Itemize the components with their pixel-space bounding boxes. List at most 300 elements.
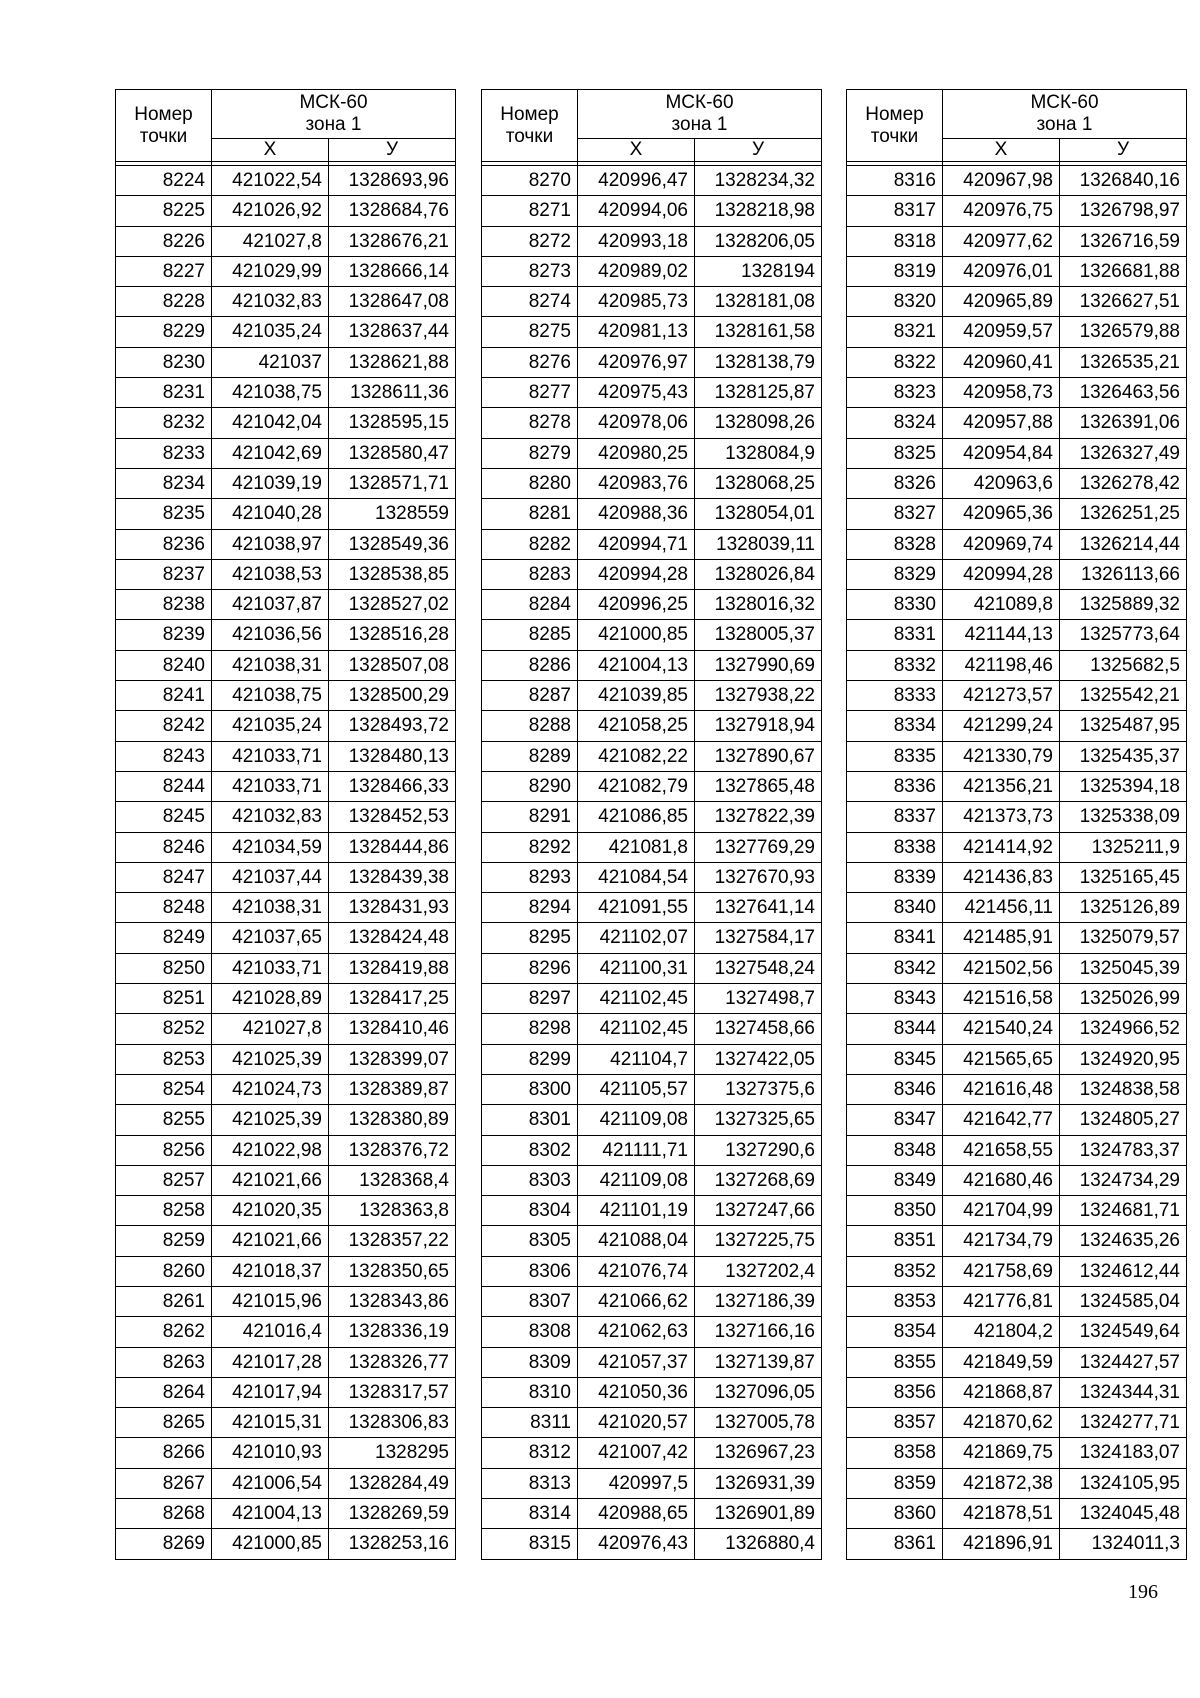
header-row	[482, 90, 822, 139]
point-number-cell: 8271	[482, 196, 578, 226]
page-number: 196	[1128, 1581, 1158, 1603]
point-number-cell: 8319	[847, 256, 943, 286]
table-row	[116, 832, 456, 862]
point-number-cell: 8344	[847, 1014, 943, 1044]
table-row	[847, 1408, 1187, 1438]
point-number-cell: 8355	[847, 1347, 943, 1377]
table-row	[482, 499, 822, 529]
table-row	[482, 771, 822, 801]
x-cell: 420959,57	[943, 317, 1060, 347]
y-cell: 1327186,39	[695, 1286, 822, 1316]
point-number-cell: 8275	[482, 317, 578, 347]
y-cell: 1328389,87	[329, 1074, 456, 1104]
x-cell: 421658,55	[943, 1135, 1060, 1165]
x-cell: 421015,31	[212, 1408, 329, 1438]
coordinate-table-1	[115, 89, 456, 1560]
x-cell: 421024,73	[212, 1074, 329, 1104]
table-row	[116, 1347, 456, 1377]
x-cell: 421356,21	[943, 771, 1060, 801]
point-number-cell: 8356	[847, 1377, 943, 1407]
table-row	[482, 196, 822, 226]
point-number-cell: 8258	[116, 1196, 212, 1226]
table-row	[482, 711, 822, 741]
y-cell: 1324045,48	[1060, 1499, 1187, 1529]
point-number-cell: 8278	[482, 408, 578, 438]
x-cell: 421015,96	[212, 1286, 329, 1316]
y-cell: 1327202,4	[695, 1256, 822, 1286]
point-number-cell: 8284	[482, 590, 578, 620]
point-number-cell: 8325	[847, 438, 943, 468]
point-number-cell: 8238	[116, 590, 212, 620]
point-number-cell: 8263	[116, 1347, 212, 1377]
table-row	[116, 862, 456, 892]
table-row	[847, 893, 1187, 923]
point-number-cell: 8247	[116, 862, 212, 892]
x-cell: 421565,65	[943, 1044, 1060, 1074]
x-cell: 421039,85	[578, 681, 695, 711]
x-cell: 421101,19	[578, 1196, 695, 1226]
point-number-cell: 8282	[482, 529, 578, 559]
x-cell: 421872,38	[943, 1468, 1060, 1498]
table-row	[482, 468, 822, 498]
table-row	[847, 741, 1187, 771]
y-cell: 1325682,5	[1060, 650, 1187, 680]
table-row	[482, 1196, 822, 1226]
y-cell: 1324612,44	[1060, 1256, 1187, 1286]
x-cell: 420994,28	[578, 559, 695, 589]
point-number-cell: 8317	[847, 196, 943, 226]
y-cell: 1328098,26	[695, 408, 822, 438]
x-cell: 421100,31	[578, 953, 695, 983]
point-number-cell: 8260	[116, 1256, 212, 1286]
x-cell: 420975,43	[578, 378, 695, 408]
table-row	[482, 1408, 822, 1438]
point-number-header: Номер точки	[482, 90, 578, 162]
x-cell: 420967,98	[943, 166, 1060, 196]
x-cell: 421017,94	[212, 1377, 329, 1407]
table-row	[847, 196, 1187, 226]
x-cell: 421273,57	[943, 681, 1060, 711]
x-cell: 421878,51	[943, 1499, 1060, 1529]
table-row	[482, 1105, 822, 1135]
x-cell: 421109,08	[578, 1105, 695, 1135]
point-number-cell: 8283	[482, 559, 578, 589]
x-cell: 421034,59	[212, 832, 329, 862]
table-row	[116, 1468, 456, 1498]
point-number-cell: 8334	[847, 711, 943, 741]
point-number-cell: 8304	[482, 1196, 578, 1226]
x-cell: 421485,91	[943, 923, 1060, 953]
x-cell: 421082,79	[578, 771, 695, 801]
table-row	[116, 1529, 456, 1559]
point-number-cell: 8298	[482, 1014, 578, 1044]
table-row	[847, 620, 1187, 650]
table-row	[847, 287, 1187, 317]
y-cell: 1328005,37	[695, 620, 822, 650]
x-cell: 420976,75	[943, 196, 1060, 226]
y-cell: 1328595,15	[329, 408, 456, 438]
point-number-cell: 8240	[116, 650, 212, 680]
point-number-cell: 8324	[847, 408, 943, 438]
x-cell: 421036,56	[212, 620, 329, 650]
y-cell: 1328376,72	[329, 1135, 456, 1165]
x-cell: 421102,07	[578, 923, 695, 953]
table-row	[847, 832, 1187, 862]
y-cell: 1328580,47	[329, 438, 456, 468]
y-cell: 1328234,32	[695, 166, 822, 196]
y-cell: 1327769,29	[695, 832, 822, 862]
y-cell: 1328206,05	[695, 226, 822, 256]
point-number-cell: 8295	[482, 923, 578, 953]
y-cell: 1327865,48	[695, 771, 822, 801]
y-cell: 1326681,88	[1060, 256, 1187, 286]
point-number-cell: 8234	[116, 468, 212, 498]
y-cell: 1324920,95	[1060, 1044, 1187, 1074]
point-number-cell: 8264	[116, 1377, 212, 1407]
x-cell: 421062,63	[578, 1317, 695, 1347]
x-cell: 421616,48	[943, 1074, 1060, 1104]
x-cell: 420958,73	[943, 378, 1060, 408]
point-number-cell: 8296	[482, 953, 578, 983]
table-row	[847, 862, 1187, 892]
header-row	[116, 90, 456, 139]
y-cell: 1324805,27	[1060, 1105, 1187, 1135]
x-cell: 421004,13	[212, 1499, 329, 1529]
y-cell: 1328676,21	[329, 226, 456, 256]
point-number-cell: 8306	[482, 1256, 578, 1286]
table-row	[116, 1317, 456, 1347]
point-number-cell: 8316	[847, 166, 943, 196]
point-number-cell: 8359	[847, 1468, 943, 1498]
y-cell: 1327005,78	[695, 1408, 822, 1438]
y-cell: 1328417,25	[329, 984, 456, 1014]
x-cell: 421849,59	[943, 1347, 1060, 1377]
point-number-cell: 8342	[847, 953, 943, 983]
x-cell: 421086,85	[578, 802, 695, 832]
y-cell: 1327822,39	[695, 802, 822, 832]
x-cell: 420994,71	[578, 529, 695, 559]
y-cell: 1328068,25	[695, 468, 822, 498]
y-cell: 1326391,06	[1060, 408, 1187, 438]
y-cell: 1328269,59	[329, 1499, 456, 1529]
y-cell: 1327890,67	[695, 741, 822, 771]
y-cell: 1325126,89	[1060, 893, 1187, 923]
table-row	[116, 771, 456, 801]
x-cell: 421330,79	[943, 741, 1060, 771]
header-row	[847, 90, 1187, 139]
y-cell: 1324783,37	[1060, 1135, 1187, 1165]
y-cell: 1328444,86	[329, 832, 456, 862]
point-number-cell: 8231	[116, 378, 212, 408]
y-cell: 1324681,71	[1060, 1196, 1187, 1226]
table-row	[847, 1165, 1187, 1195]
x-cell: 421109,08	[578, 1165, 695, 1195]
y-cell: 1326113,66	[1060, 559, 1187, 589]
table-row	[116, 347, 456, 377]
table-row	[116, 468, 456, 498]
y-cell: 1325338,09	[1060, 802, 1187, 832]
point-number-cell: 8281	[482, 499, 578, 529]
x-cell: 421540,24	[943, 1014, 1060, 1044]
y-cell: 1327325,65	[695, 1105, 822, 1135]
table-row	[847, 953, 1187, 983]
x-cell: 421040,28	[212, 499, 329, 529]
x-cell: 421414,92	[943, 832, 1060, 862]
point-number-cell: 8337	[847, 802, 943, 832]
y-cell: 1324966,52	[1060, 1014, 1187, 1044]
table-row	[116, 1226, 456, 1256]
y-cell: 1328466,33	[329, 771, 456, 801]
x-cell: 421734,79	[943, 1226, 1060, 1256]
table-row	[116, 620, 456, 650]
y-cell: 1328306,83	[329, 1408, 456, 1438]
point-number-cell: 8286	[482, 650, 578, 680]
y-cell: 1328026,84	[695, 559, 822, 589]
x-cell: 421050,36	[578, 1377, 695, 1407]
point-number-cell: 8235	[116, 499, 212, 529]
point-number-cell: 8314	[482, 1499, 578, 1529]
point-number-cell: 8285	[482, 620, 578, 650]
table-row	[482, 1468, 822, 1498]
y-cell: 1325889,32	[1060, 590, 1187, 620]
point-number-cell: 8305	[482, 1226, 578, 1256]
x-cell: 421704,99	[943, 1196, 1060, 1226]
point-number-cell: 8272	[482, 226, 578, 256]
table-row	[847, 1256, 1187, 1286]
x-cell: 421007,42	[578, 1438, 695, 1468]
table-row	[116, 984, 456, 1014]
point-number-cell: 8259	[116, 1226, 212, 1256]
point-number-cell: 8291	[482, 802, 578, 832]
x-cell: 421020,35	[212, 1196, 329, 1226]
x-cell: 421029,99	[212, 256, 329, 286]
point-number-cell: 8313	[482, 1468, 578, 1498]
table-row	[116, 256, 456, 286]
x-cell: 421105,57	[578, 1074, 695, 1104]
x-cell: 421091,55	[578, 893, 695, 923]
x-cell: 421016,4	[212, 1317, 329, 1347]
y-cell: 1327139,87	[695, 1347, 822, 1377]
y-cell: 1328161,58	[695, 317, 822, 347]
y-cell: 1328253,16	[329, 1529, 456, 1559]
point-number-cell: 8328	[847, 529, 943, 559]
x-cell: 420988,36	[578, 499, 695, 529]
point-number-cell: 8280	[482, 468, 578, 498]
x-cell: 421038,75	[212, 681, 329, 711]
y-cell: 1326931,39	[695, 1468, 822, 1498]
table-row	[482, 1347, 822, 1377]
y-header: У	[329, 139, 456, 162]
point-number-cell: 8310	[482, 1377, 578, 1407]
x-cell: 421436,83	[943, 862, 1060, 892]
y-cell: 1327166,16	[695, 1317, 822, 1347]
table-row	[847, 1044, 1187, 1074]
table-row	[482, 1529, 822, 1559]
x-cell: 421066,62	[578, 1286, 695, 1316]
table-row	[847, 771, 1187, 801]
point-number-cell: 8255	[116, 1105, 212, 1135]
table-row	[116, 1135, 456, 1165]
table-row	[116, 1196, 456, 1226]
x-cell: 421502,56	[943, 953, 1060, 983]
point-number-cell: 8299	[482, 1044, 578, 1074]
x-cell: 420996,25	[578, 590, 695, 620]
point-number-cell: 8321	[847, 317, 943, 347]
point-number-cell: 8353	[847, 1286, 943, 1316]
x-cell: 421144,13	[943, 620, 1060, 650]
point-number-cell: 8338	[847, 832, 943, 862]
table-row	[482, 378, 822, 408]
table-row	[482, 984, 822, 1014]
y-cell: 1328549,36	[329, 529, 456, 559]
point-number-cell: 8312	[482, 1438, 578, 1468]
point-number-cell: 8335	[847, 741, 943, 771]
table-row	[482, 1165, 822, 1195]
table-row	[116, 1165, 456, 1195]
y-cell: 1328343,86	[329, 1286, 456, 1316]
y-cell: 1328647,08	[329, 287, 456, 317]
table-row	[847, 1014, 1187, 1044]
x-cell: 420969,74	[943, 529, 1060, 559]
x-cell: 421057,37	[578, 1347, 695, 1377]
y-cell: 1328194	[695, 256, 822, 286]
table-row	[116, 1377, 456, 1407]
x-cell: 420997,5	[578, 1468, 695, 1498]
table-row	[847, 1377, 1187, 1407]
point-number-cell: 8241	[116, 681, 212, 711]
x-cell: 421076,74	[578, 1256, 695, 1286]
y-cell: 1328507,08	[329, 650, 456, 680]
table-row	[482, 287, 822, 317]
coordinate-system-header: МСК-60 зона 1	[212, 90, 456, 139]
x-cell: 421299,24	[943, 711, 1060, 741]
point-number-cell: 8320	[847, 287, 943, 317]
table-row	[482, 1499, 822, 1529]
table-row	[847, 1226, 1187, 1256]
x-cell: 421027,8	[212, 1014, 329, 1044]
x-cell: 420983,76	[578, 468, 695, 498]
point-number-cell: 8322	[847, 347, 943, 377]
y-cell: 1328039,11	[695, 529, 822, 559]
table-row	[847, 681, 1187, 711]
point-number-cell: 8243	[116, 741, 212, 771]
point-number-cell: 8294	[482, 893, 578, 923]
x-cell: 421037,44	[212, 862, 329, 892]
point-number-cell: 8261	[116, 1286, 212, 1316]
point-number-cell: 8274	[482, 287, 578, 317]
table-row	[482, 862, 822, 892]
y-cell: 1327548,24	[695, 953, 822, 983]
table-row	[116, 1014, 456, 1044]
x-cell: 421038,31	[212, 650, 329, 680]
point-number-cell: 8230	[116, 347, 212, 377]
x-cell: 421022,98	[212, 1135, 329, 1165]
point-number-cell: 8308	[482, 1317, 578, 1347]
point-number-cell: 8257	[116, 1165, 212, 1195]
y-cell: 1328516,28	[329, 620, 456, 650]
x-cell: 421035,24	[212, 711, 329, 741]
point-number-cell: 8288	[482, 711, 578, 741]
table-row	[482, 1044, 822, 1074]
x-cell: 421042,69	[212, 438, 329, 468]
table-row	[482, 590, 822, 620]
y-cell: 1327498,7	[695, 984, 822, 1014]
point-number-cell: 8346	[847, 1074, 943, 1104]
x-cell: 421025,39	[212, 1105, 329, 1135]
point-number-cell: 8226	[116, 226, 212, 256]
table-row	[482, 559, 822, 589]
table-row	[116, 741, 456, 771]
x-cell: 421776,81	[943, 1286, 1060, 1316]
table-row	[847, 347, 1187, 377]
x-cell: 420965,89	[943, 287, 1060, 317]
y-cell: 1328363,8	[329, 1196, 456, 1226]
x-cell: 420981,13	[578, 317, 695, 347]
x-cell: 421058,25	[578, 711, 695, 741]
y-cell: 1324277,71	[1060, 1408, 1187, 1438]
point-number-cell: 8277	[482, 378, 578, 408]
y-cell: 1324344,31	[1060, 1377, 1187, 1407]
table-row	[847, 1438, 1187, 1468]
y-cell: 1326214,44	[1060, 529, 1187, 559]
y-cell: 1324105,95	[1060, 1468, 1187, 1498]
x-cell: 421037,65	[212, 923, 329, 953]
y-cell: 1324838,58	[1060, 1074, 1187, 1104]
y-cell: 1324549,64	[1060, 1317, 1187, 1347]
table-row	[847, 1105, 1187, 1135]
point-number-cell: 8252	[116, 1014, 212, 1044]
y-cell: 1327938,22	[695, 681, 822, 711]
point-number-cell: 8348	[847, 1135, 943, 1165]
x-cell: 420989,02	[578, 256, 695, 286]
y-cell: 1328350,65	[329, 1256, 456, 1286]
y-cell: 1326798,97	[1060, 196, 1187, 226]
x-cell: 421004,13	[578, 650, 695, 680]
table-row	[847, 256, 1187, 286]
point-number-cell: 8287	[482, 681, 578, 711]
y-cell: 1328693,96	[329, 166, 456, 196]
x-cell: 420996,47	[578, 166, 695, 196]
table-row	[116, 529, 456, 559]
y-cell: 1326463,56	[1060, 378, 1187, 408]
point-number-cell: 8340	[847, 893, 943, 923]
table-row	[116, 1286, 456, 1316]
x-cell: 421102,45	[578, 984, 695, 1014]
table-row	[847, 166, 1187, 196]
y-cell: 1328218,98	[695, 196, 822, 226]
table-row	[482, 802, 822, 832]
y-cell: 1328500,29	[329, 681, 456, 711]
point-number-cell: 8267	[116, 1468, 212, 1498]
y-cell: 1325211,9	[1060, 832, 1187, 862]
x-cell: 421198,46	[943, 650, 1060, 680]
y-cell: 1328284,49	[329, 1468, 456, 1498]
table-row	[482, 256, 822, 286]
x-cell: 421081,8	[578, 832, 695, 862]
coordinate-table-2	[481, 89, 822, 1560]
x-cell: 421804,2	[943, 1317, 1060, 1347]
table-row	[482, 347, 822, 377]
point-number-cell: 8256	[116, 1135, 212, 1165]
y-cell: 1328357,22	[329, 1226, 456, 1256]
table-row	[116, 681, 456, 711]
point-number-cell: 8341	[847, 923, 943, 953]
table-row	[847, 438, 1187, 468]
x-cell: 421516,58	[943, 984, 1060, 1014]
point-number-cell: 8311	[482, 1408, 578, 1438]
y-cell: 1326327,49	[1060, 438, 1187, 468]
x-header: Х	[212, 139, 329, 162]
